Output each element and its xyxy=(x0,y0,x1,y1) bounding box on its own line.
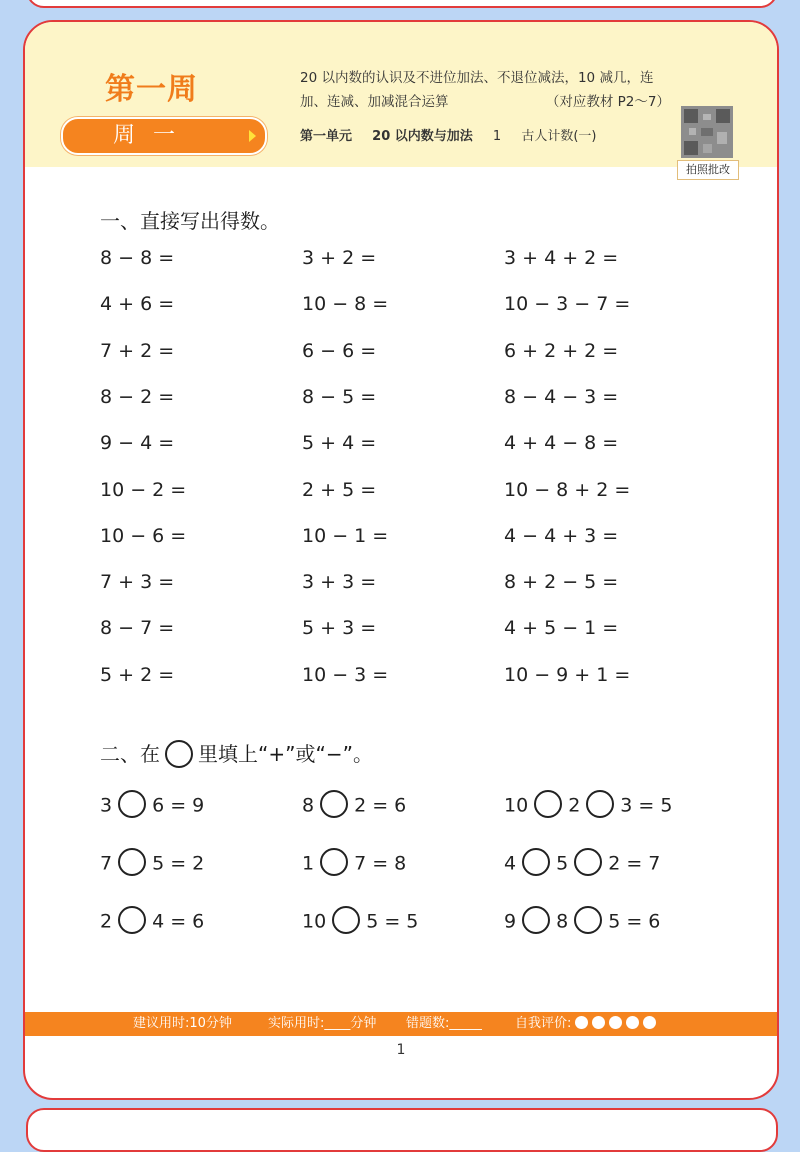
fill-sign-equation xyxy=(302,908,418,936)
equation: 8 − 8 = xyxy=(100,247,175,269)
worksheet-page xyxy=(23,20,779,1100)
equation: 10 − 8 = xyxy=(302,293,389,316)
flower-icon[interactable] xyxy=(609,1016,622,1029)
equation: 8 − 5 = xyxy=(302,385,377,408)
equation: 7 + 3 = xyxy=(100,571,175,594)
operand: 10 xyxy=(504,794,529,817)
fill-sign-equation xyxy=(504,908,660,936)
flower-icon[interactable] xyxy=(643,1016,656,1029)
operand: 9 xyxy=(504,910,517,933)
self-evaluation xyxy=(515,1012,656,1036)
equation-row xyxy=(100,479,720,509)
equation: 5 + 2 = xyxy=(100,663,175,686)
flower-icon[interactable] xyxy=(575,1016,588,1029)
equation: 4 + 6 = xyxy=(100,293,175,316)
equation: 6 + 2 + 2 = xyxy=(504,339,619,362)
fill-sign-equation xyxy=(302,792,406,820)
equation: 8 − 7 = xyxy=(100,617,175,640)
equation: 8 − 4 − 3 = xyxy=(504,385,619,408)
operand: 6 = 9 xyxy=(152,794,205,817)
footer-bar xyxy=(25,1012,777,1036)
previous-page-edge xyxy=(26,0,778,8)
equation-row xyxy=(100,340,720,370)
operand: 4 = 6 xyxy=(152,910,205,933)
day-label: 周一 xyxy=(112,123,193,148)
equation: 10 − 3 = xyxy=(302,663,389,686)
equation: 2 + 5 = xyxy=(302,478,377,501)
equation-row xyxy=(100,664,720,694)
equation: 5 + 4 = xyxy=(302,432,377,455)
equation-row xyxy=(100,247,720,277)
answer-circle[interactable] xyxy=(574,848,602,876)
topic-line-2: 加、连减、加减混合运算 xyxy=(300,94,449,110)
operand: 4 xyxy=(504,852,517,875)
equation: 4 + 5 − 1 = xyxy=(504,617,619,640)
answer-circle[interactable] xyxy=(332,906,360,934)
equation: 10 − 3 − 7 = xyxy=(504,293,631,316)
fill-sign-row xyxy=(100,850,720,880)
fill-sign-equation xyxy=(100,792,204,820)
equation: 6 − 6 = xyxy=(302,339,377,362)
equation: 7 + 2 = xyxy=(100,339,175,362)
equation: 4 + 4 − 8 = xyxy=(504,432,619,455)
equation: 3 + 4 + 2 = xyxy=(504,247,619,269)
operand: 3 = 5 xyxy=(620,794,673,817)
equation: 10 − 9 + 1 = xyxy=(504,663,631,686)
operand: 7 = 8 xyxy=(354,852,407,875)
section-2-title xyxy=(100,738,373,770)
equation-row xyxy=(100,386,720,416)
answer-circle[interactable] xyxy=(118,848,146,876)
operand: 5 = 5 xyxy=(366,910,419,933)
day-tab xyxy=(61,117,267,155)
equation-row xyxy=(100,432,720,462)
week-title: 第一周 xyxy=(105,72,198,107)
operand: 2 = 7 xyxy=(608,852,661,875)
equation: 4 − 4 + 3 = xyxy=(504,524,619,547)
equation: 3 + 2 = xyxy=(302,247,377,269)
equation-row xyxy=(100,525,720,555)
answer-circle[interactable] xyxy=(118,906,146,934)
operand: 8 xyxy=(556,910,569,933)
equation: 8 + 2 − 5 = xyxy=(504,571,619,594)
unit-line xyxy=(300,125,613,144)
fill-sign-equation xyxy=(100,908,204,936)
answer-circle[interactable] xyxy=(522,906,550,934)
operand: 2 xyxy=(100,910,113,933)
section-1-title: 一、直接写出得数。 xyxy=(100,209,280,233)
equation: 10 − 8 + 2 = xyxy=(504,478,631,501)
textbook-reference: （对应教材 P2～7） xyxy=(545,94,670,110)
section-2-title-prefix: 二、在 xyxy=(100,742,160,766)
answer-circle[interactable] xyxy=(586,790,614,818)
section-2-title-suffix: 里填上“+”或“−”。 xyxy=(198,742,373,766)
operand: 3 xyxy=(100,794,113,817)
equation: 10 − 6 = xyxy=(100,524,187,547)
equation: 5 + 3 = xyxy=(302,617,377,640)
qr-code-icon[interactable] xyxy=(681,106,733,158)
self-evaluation-label: 自我评价: xyxy=(515,1016,572,1031)
answer-circle[interactable] xyxy=(522,848,550,876)
answer-circle[interactable] xyxy=(574,906,602,934)
suggested-time: 建议用时:10分钟 xyxy=(133,1016,232,1031)
unit-name: 20 以内数与加法 xyxy=(372,129,473,144)
fill-sign-row xyxy=(100,792,720,822)
equation: 10 − 2 = xyxy=(100,478,187,501)
circle-icon xyxy=(165,740,193,768)
error-count: 错题数:_____ xyxy=(406,1016,482,1031)
fill-sign-equation xyxy=(504,792,672,820)
actual-time: 实际用时:____分钟 xyxy=(268,1016,377,1031)
fill-sign-equation xyxy=(100,850,204,878)
operand: 5 = 6 xyxy=(608,910,661,933)
equation-row xyxy=(100,293,720,323)
photo-grade-label: 拍照批改 xyxy=(677,160,739,180)
equation: 10 − 1 = xyxy=(302,524,389,547)
operand: 5 = 2 xyxy=(152,852,205,875)
equation-row xyxy=(100,571,720,601)
triangle-arrow-icon xyxy=(249,130,256,142)
equation-row xyxy=(100,617,720,647)
topic-line-1: 20 以内数的认识及不进位加法、不退位减法，10 减几，连 xyxy=(300,70,654,86)
operand: 1 xyxy=(302,852,315,875)
equation: 3 + 3 = xyxy=(302,571,377,594)
header xyxy=(25,22,777,176)
lesson-name: 古人计数(一) xyxy=(521,129,597,144)
fill-sign-row xyxy=(100,908,720,938)
operand: 2 = 6 xyxy=(354,794,407,817)
next-page-edge xyxy=(26,1108,778,1152)
operand: 5 xyxy=(556,852,569,875)
answer-circle[interactable] xyxy=(534,790,562,818)
equation: 8 − 2 = xyxy=(100,385,175,408)
operand: 10 xyxy=(302,910,327,933)
flower-icon[interactable] xyxy=(626,1016,639,1029)
answer-circle[interactable] xyxy=(320,848,348,876)
topic-description xyxy=(300,66,670,114)
unit-label: 第一单元 xyxy=(300,129,353,144)
lesson-number: 1 xyxy=(492,129,502,144)
answer-circle[interactable] xyxy=(320,790,348,818)
answer-circle[interactable] xyxy=(118,790,146,818)
flower-icon[interactable] xyxy=(592,1016,605,1029)
operand: 7 xyxy=(100,852,113,875)
fill-sign-equation xyxy=(504,850,660,878)
fill-sign-equation xyxy=(302,850,406,878)
page-number: 1 xyxy=(396,1042,406,1058)
operand: 8 xyxy=(302,794,315,817)
equation: 9 − 4 = xyxy=(100,432,175,455)
operand: 2 xyxy=(568,794,581,817)
